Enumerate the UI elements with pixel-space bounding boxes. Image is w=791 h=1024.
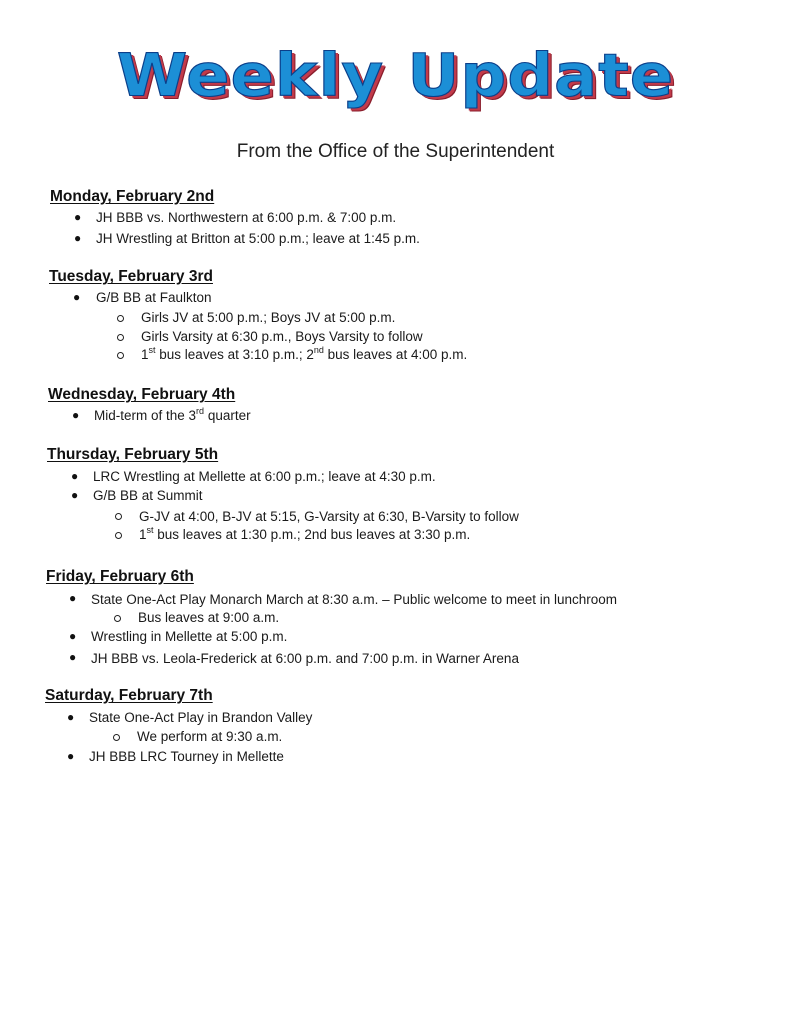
bullet-icon: ● (74, 231, 82, 245)
list-item: 1st bus leaves at 3:10 p.m.; 2nd bus leaves at 4:00 p.m. (141, 344, 468, 362)
bullet-icon: ● (71, 469, 79, 483)
day-heading-saturday: Saturday, February 7th (45, 687, 213, 704)
bullet-icon: ● (72, 408, 80, 422)
list-item: Bus leaves at 9:00 a.m. (138, 610, 280, 625)
bullet-icon: ● (69, 629, 77, 643)
bullet-icon: ● (67, 749, 75, 763)
day-heading-monday: Monday, February 2nd (50, 188, 215, 205)
list-item: JH BBB vs. Leola-Frederick at 6:00 p.m. and 7:00 p.m. in Warner Arena (91, 651, 519, 666)
bullet-icon: ● (73, 290, 81, 304)
sub-bullet-icon (113, 734, 120, 741)
list-item: Girls JV at 5:00 p.m.; Boys JV at 5:00 p.m. (141, 310, 396, 325)
page-subtitle: From the Office of the Superintendent (236, 141, 555, 162)
bullet-icon: ● (69, 650, 77, 664)
list-item: Girls Varsity at 6:30 p.m., Boys Varsity to follow (141, 329, 423, 344)
list-item: LRC Wrestling at Mellette at 6:00 p.m.; leave at 4:30 p.m. (93, 469, 436, 484)
list-item: G-JV at 4:00, B-JV at 5:15, G-Varsity at 6:30, B-Varsity to follow (139, 509, 519, 524)
sub-bullet-icon (114, 615, 121, 622)
list-item: We perform at 9:30 a.m. (137, 729, 283, 744)
day-heading-friday: Friday, February 6th (46, 568, 194, 585)
list-item: Wrestling in Mellette at 5:00 p.m. (91, 629, 288, 644)
list-item: State One-Act Play in Brandon Valley (89, 710, 313, 725)
sub-bullet-icon (117, 352, 124, 359)
sub-bullet-icon (117, 315, 124, 322)
list-item: JH BBB vs. Northwestern at 6:00 p.m. & 7:00 p.m. (96, 210, 397, 225)
list-item: State One-Act Play Monarch March at 8:30 a.m. – Public welcome to meet in lunchroom (91, 592, 617, 607)
sub-bullet-icon (115, 513, 122, 520)
list-item: JH Wrestling at Britton at 5:00 p.m.; leave at 1:45 p.m. (96, 231, 420, 246)
bullet-icon: ● (71, 488, 79, 502)
day-heading-tuesday: Tuesday, February 3rd (49, 268, 213, 285)
list-item: 1st bus leaves at 1:30 p.m.; 2nd bus leaves at 3:30 p.m. (139, 524, 471, 542)
day-heading-thursday: Thursday, February 5th (47, 446, 219, 463)
sub-bullet-icon (115, 532, 122, 539)
list-item: G/B BB at Summit (93, 488, 203, 503)
bullet-icon: ● (67, 710, 75, 724)
list-item: G/B BB at Faulkton (96, 290, 212, 305)
list-item: Mid-term of the 3rd quarter (94, 405, 251, 423)
weekly-update-title: Weekly Update (116, 41, 675, 111)
day-heading-wednesday: Wednesday, February 4th (48, 386, 236, 403)
bullet-icon: ● (74, 210, 82, 224)
sub-bullet-icon (117, 334, 124, 341)
bullet-icon: ● (69, 591, 77, 605)
list-item: JH BBB LRC Tourney in Mellette (89, 749, 284, 764)
